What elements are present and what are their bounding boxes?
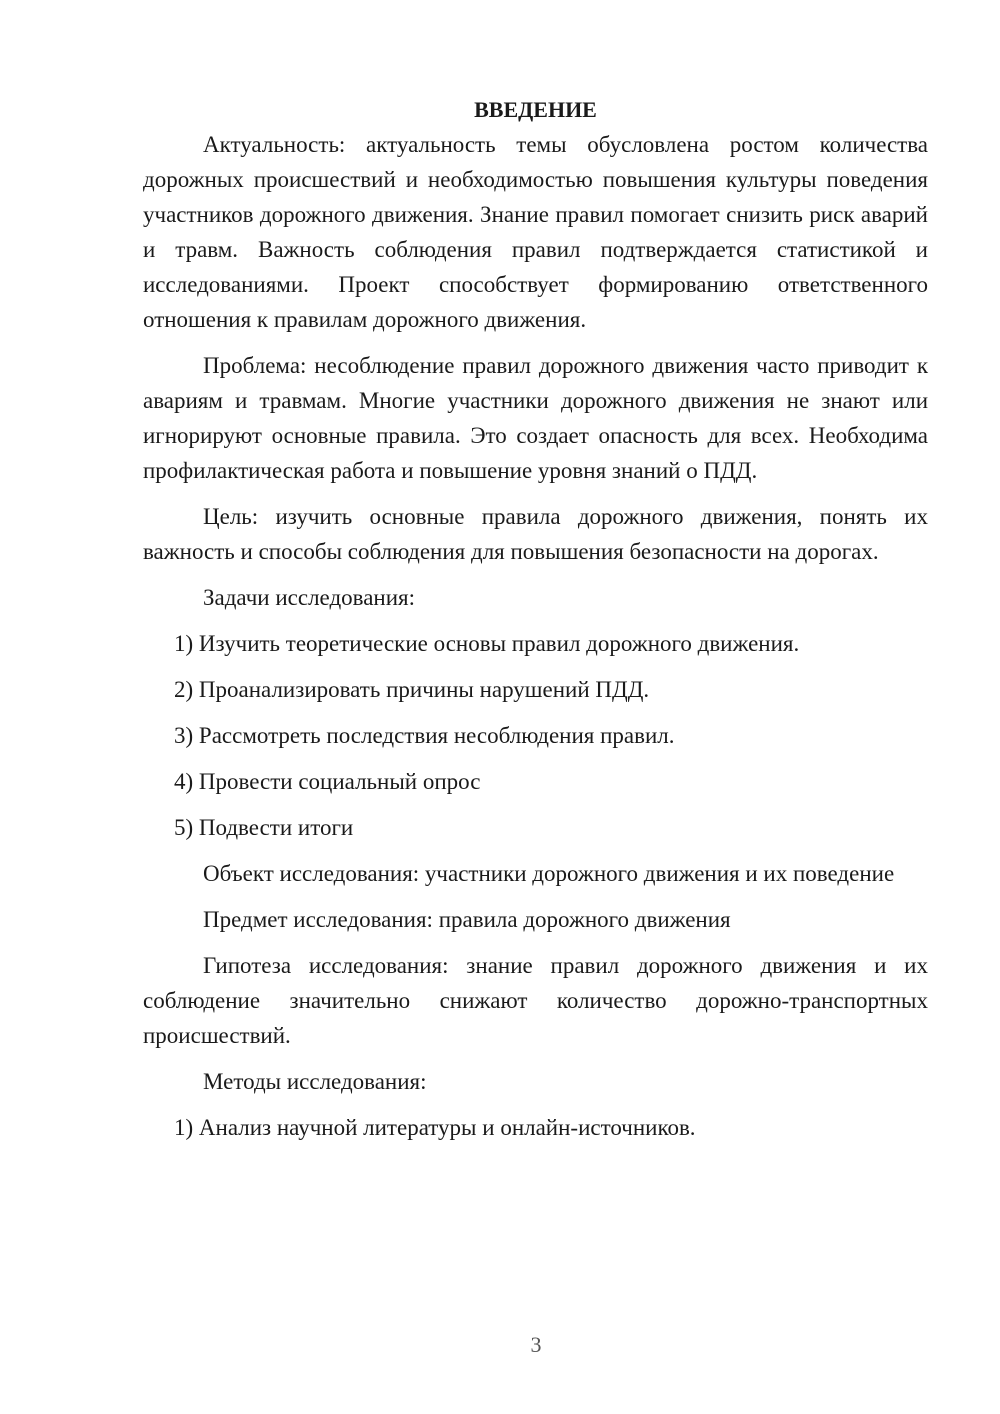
problem-paragraph: Проблема: несоблюдение правил дорожного движения часто приводит к авариям и травмам. Многие участники дорожного движения не знают или игнорируют основные правила. Это создает опасность для всех. Необходима профилактическая работа и повышение уровня знаний о ПДД. bbox=[143, 353, 928, 483]
task-item: 1) Изучить теоретические основы правил дорожного движения. bbox=[174, 631, 800, 656]
methods-list bbox=[143, 1110, 928, 1145]
page-number: 3 bbox=[530, 1332, 542, 1357]
section-title: ВВЕДЕНИЕ bbox=[474, 97, 597, 122]
goal-paragraph: Цель: изучить основные правила дорожного движения, понять их важность и способы соблюдения для повышения безопасности на дорогах. bbox=[143, 504, 928, 564]
task-item: 2) Проанализировать причины нарушений ПДД. bbox=[174, 677, 650, 702]
relevance-paragraph: Актуальность: актуальность темы обусловлена ростом количества дорожных происшествий и необходимостью повышения культуры поведения участников дорожного движения. Знание правил помогает снизить риск аварий и травм. Важность соблюдения правил подтверждается статистикой и исследованиями. Проект способствует формированию ответственного отношения к правилам дорожного движения. bbox=[143, 132, 928, 332]
tasks-list bbox=[143, 626, 928, 845]
task-item: 5) Подвести итоги bbox=[174, 815, 354, 840]
method-item: 1) Анализ научной литературы и онлайн-источников. bbox=[174, 1115, 696, 1140]
task-item: 3) Рассмотреть последствия несоблюдения правил. bbox=[174, 723, 675, 748]
object-paragraph: Объект исследования: участники дорожного движения и их поведение bbox=[203, 861, 895, 886]
subject-paragraph: Предмет исследования: правила дорожного движения bbox=[203, 907, 731, 932]
methods-heading: Методы исследования: bbox=[203, 1069, 427, 1094]
tasks-heading: Задачи исследования: bbox=[203, 585, 416, 610]
document-body bbox=[143, 92, 928, 1156]
task-item: 4) Провести социальный опрос bbox=[174, 769, 481, 794]
hypothesis-paragraph: Гипотеза исследования: знание правил дорожного движения и их соблюдение значительно снижают количество дорожно-транспортных происшествий. bbox=[143, 953, 928, 1048]
